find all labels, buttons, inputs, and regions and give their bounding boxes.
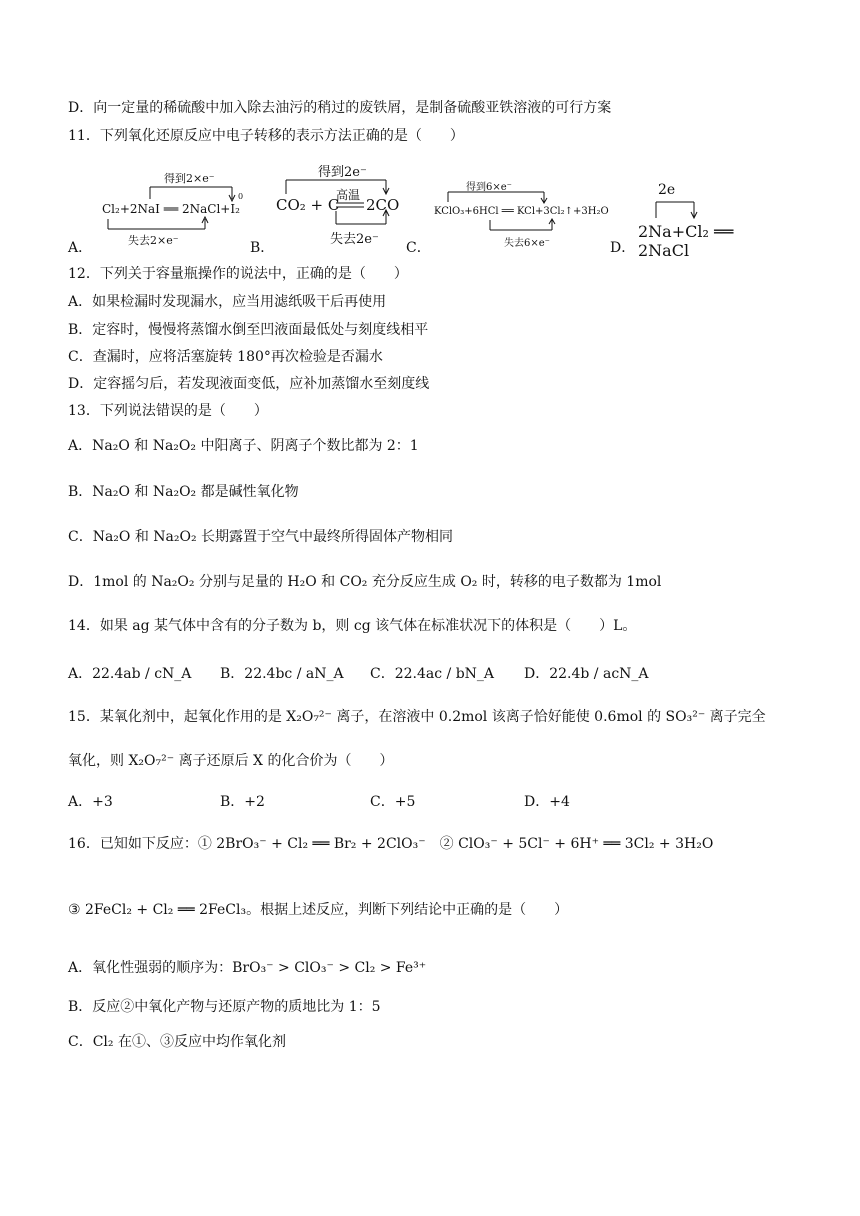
diagram-b-loss-label: 失去2e⁻: [330, 232, 379, 247]
q15-option-d: D．+4: [524, 794, 570, 810]
q14-option-c: C．22.4ac / bN_A: [370, 666, 495, 682]
diagram-b-reactants: CO₂ + C: [276, 196, 340, 214]
q12-stem: 12．下列关于容量瓶操作的说法中，正确的是（ ）: [68, 266, 408, 282]
diagram-a-zero: 0: [238, 192, 244, 201]
diagram-d-equation: 2Na+Cl₂ ══ 2NaCl: [638, 222, 734, 260]
q11-diagram-d: [636, 180, 786, 260]
q13-option-d: D．1mol 的 Na₂O₂ 分别与足量的 H₂O 和 CO₂ 充分反应生成 O₂ 时，转移的电子数都为 1mol: [68, 574, 662, 590]
q12-option-c: C．查漏时，应将活塞旋转 180°再次检验是否漏水: [68, 349, 383, 365]
q13-option-b: B．Na₂O 和 Na₂O₂ 都是碱性氧化物: [68, 484, 299, 500]
q14-options: [68, 663, 768, 683]
q11-stem: 11．下列氧化还原反应中电子转移的表示方法正确的是（ ）: [68, 128, 464, 144]
q13-stem: 13．下列说法错误的是（ ）: [68, 403, 268, 419]
q15-option-c: C．+5: [370, 794, 416, 810]
q16-option-b: B．反应②中氧化产物与还原产物的质地比为 1：5: [68, 999, 381, 1015]
q10-option-d: D．向一定量的稀硫酸中加入除去油污的稍过的废铁屑，是制备硫酸亚铁溶液的可行方案: [68, 100, 612, 116]
q12-option-d: D．定容摇匀后，若发现液面变低，应补加蒸馏水至刻度线: [68, 376, 430, 392]
q11-label-b: B．: [250, 240, 275, 256]
q16-stem-line1: 16．已知如下反应：① 2BrO₃⁻ + Cl₂ ══ Br₂ + 2ClO₃⁻ ② ClO₃⁻ + 5Cl⁻ + 6H⁺ ══ 3Cl₂ + 3H₂O: [68, 836, 714, 852]
q16-option-a: A．氧化性强弱的顺序为：BrO₃⁻ > ClO₃⁻ > Cl₂ > Fe³⁺: [68, 960, 427, 976]
q15-options: [68, 791, 768, 811]
diagram-d-transfer-label: 2e: [658, 182, 676, 198]
diagram-b-gain-label: 得到2e⁻: [318, 165, 367, 180]
q14-stem: 14．如果 ag 某气体中含有的分子数为 b，则 cg 该气体在标准状况下的体积是（ ）L。: [68, 618, 637, 634]
q14-option-b: B．22.4bc / aN_A: [220, 666, 344, 682]
q11-diagram-a: [100, 165, 250, 245]
q15-option-b: B．+2: [220, 794, 265, 810]
q11-label-d: D．: [610, 240, 636, 256]
diagram-b-condition: 高温: [336, 188, 361, 202]
q15-option-a: A．+3: [68, 794, 113, 810]
diagram-a-equation: Cl₂+2NaI ══ 2NaCl+I₂: [102, 202, 240, 216]
diagram-c-gain-label: 得到6×e⁻: [466, 182, 512, 193]
q11-diagram-c: [434, 176, 614, 249]
q12-option-b: B．定容时，慢慢将蒸馏水倒至凹液面最低处与刻度线相平: [68, 322, 429, 338]
q12-option-a: A．如果检漏时发现漏水，应当用滤纸吸干后再使用: [68, 294, 387, 310]
q15-stem-line1: 15．某氧化剂中，起氧化作用的是 X₂O₇²⁻ 离子，在溶液中 0.2mol 该离子恰好能使 0.6mol 的 SO₃²⁻ 离子完全: [68, 709, 766, 725]
q13-option-a: A．Na₂O 和 Na₂O₂ 中阳离子、阴离子个数比都为 2：1: [68, 438, 419, 454]
q11-diagram-b: [276, 158, 406, 250]
q16-option-c: C．Cl₂ 在①、③反应中均作氧化剂: [68, 1034, 286, 1050]
diagram-a-gain-label: 得到2×e⁻: [164, 172, 215, 185]
q14-option-d: D．22.4b / acN_A: [524, 666, 649, 682]
diagram-c-loss-label: 失去6×e⁻: [504, 238, 550, 249]
diagram-a-loss-label: 失去2×e⁻: [128, 234, 179, 247]
q15-stem-line2: 氧化，则 X₂O₇²⁻ 离子还原后 X 的化合价为（ ）: [68, 753, 394, 769]
diagram-b-product: 2CO: [366, 196, 400, 214]
q11-label-c: C．: [406, 240, 431, 256]
q16-stem-line2: ③ 2FeCl₂ + Cl₂ ══ 2FeCl₃。根据上述反应，判断下列结论中正确的是（ ）: [68, 902, 569, 918]
q11-label-a: A．: [68, 240, 93, 256]
diagram-c-equation: KClO₃+6HCl ══ KCl+3Cl₂↑+3H₂O: [434, 206, 609, 217]
q14-option-a: A．22.4ab / cN_A: [68, 666, 192, 682]
q13-option-c: C．Na₂O 和 Na₂O₂ 长期露置于空气中最终所得固体产物相同: [68, 529, 454, 545]
